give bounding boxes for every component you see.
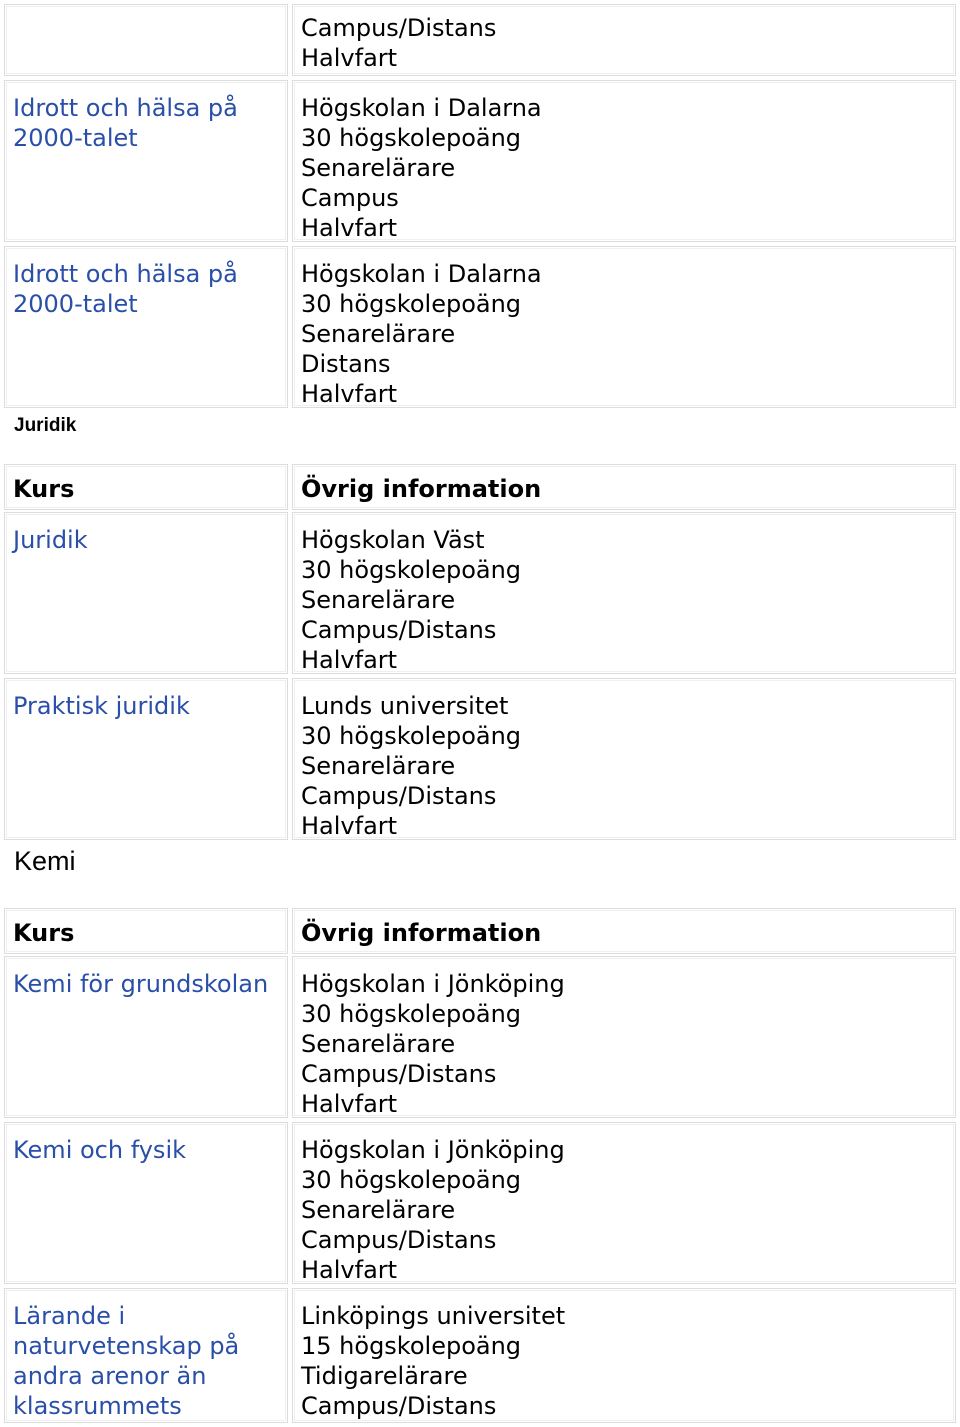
info-line: Campus/Distans: [301, 1392, 497, 1420]
info-line: Campus: [301, 184, 399, 212]
table-row-info-cell: [292, 1122, 956, 1284]
info-line: Halvfart: [301, 812, 398, 840]
info-line: Campus/Distans: [301, 14, 497, 42]
info-line: 30 högskolepoäng: [301, 1166, 522, 1194]
info-line: Högskolan Väst: [301, 526, 485, 554]
course-link[interactable]: Lärande i naturvetenskap på andra arenor än klassrummets: [13, 1302, 240, 1420]
table-row-info-cell: [292, 80, 956, 242]
info-line: Campus/Distans: [301, 1226, 497, 1254]
info-line: 30 högskolepoäng: [301, 124, 522, 152]
info-line: 30 högskolepoäng: [301, 556, 522, 584]
table-row-course-cell: [4, 512, 288, 674]
info-line: Halvfart: [301, 44, 398, 72]
course-link[interactable]: Idrott och hälsa på 2000-talet: [13, 260, 238, 318]
info-line: Senarelärare: [301, 1030, 456, 1058]
info-line: Högskolan i Jönköping: [301, 1136, 565, 1164]
info-line: Senarelärare: [301, 752, 456, 780]
table-header-course: Kurs: [4, 464, 288, 510]
table-cell-info-continued: [292, 4, 956, 76]
info-line: Halvfart: [301, 214, 398, 242]
info-line: Senarelärare: [301, 154, 456, 182]
course-link[interactable]: Kemi och fysik: [13, 1136, 187, 1164]
table-header-course: Kurs: [4, 908, 288, 954]
info-line: Halvfart: [301, 1256, 398, 1284]
table-row-course-cell: [4, 1288, 288, 1423]
info-line: Campus/Distans: [301, 782, 497, 810]
table-row-course-cell: [4, 80, 288, 242]
info-line: Senarelärare: [301, 1196, 456, 1224]
info-line: Högskolan i Dalarna: [301, 260, 542, 288]
info-line: Linköpings universitet: [301, 1302, 566, 1330]
info-line: Campus/Distans: [301, 1060, 497, 1088]
info-line: Högskolan i Dalarna: [301, 94, 542, 122]
table-row-info-cell: [292, 246, 956, 408]
info-line: 30 högskolepoäng: [301, 290, 522, 318]
info-line: Senarelärare: [301, 320, 456, 348]
info-line: Halvfart: [301, 646, 398, 674]
table-row-course-cell: [4, 678, 288, 840]
course-link[interactable]: Juridik: [13, 526, 88, 554]
course-link[interactable]: Idrott och hälsa på 2000-talet: [13, 94, 238, 152]
info-line: Senarelärare: [301, 586, 456, 614]
table-row-course-cell: [4, 1122, 288, 1284]
table-cell-course-continued: [4, 4, 288, 76]
course-link[interactable]: Kemi för grundskolan: [13, 970, 269, 998]
table-header-info: Övrig information: [292, 464, 956, 510]
table-row-course-cell: [4, 246, 288, 408]
info-line: Distans: [301, 350, 391, 378]
table-row-info-cell: [292, 956, 956, 1118]
table-row-info-cell: [292, 678, 956, 840]
info-line: Halvfart: [301, 1090, 398, 1118]
table-header-info: Övrig information: [292, 908, 956, 954]
table-row-course-cell: [4, 956, 288, 1118]
info-line: 15 högskolepoäng: [301, 1332, 522, 1360]
info-line: Högskolan i Jönköping: [301, 970, 565, 998]
course-link[interactable]: Praktisk juridik: [13, 692, 190, 720]
info-line: Campus/Distans: [301, 616, 497, 644]
info-line: 30 högskolepoäng: [301, 1000, 522, 1028]
section-title-kemi: Kemi: [14, 846, 76, 876]
info-line: Halvfart: [301, 380, 398, 408]
table-row-info-cell: [292, 1288, 956, 1423]
section-title-juridik: Juridik: [14, 415, 77, 436]
info-line: 30 högskolepoäng: [301, 722, 522, 750]
table-row-info-cell: [292, 512, 956, 674]
info-line: Lunds universitet: [301, 692, 509, 720]
info-line: Tidigarelärare: [301, 1362, 468, 1390]
